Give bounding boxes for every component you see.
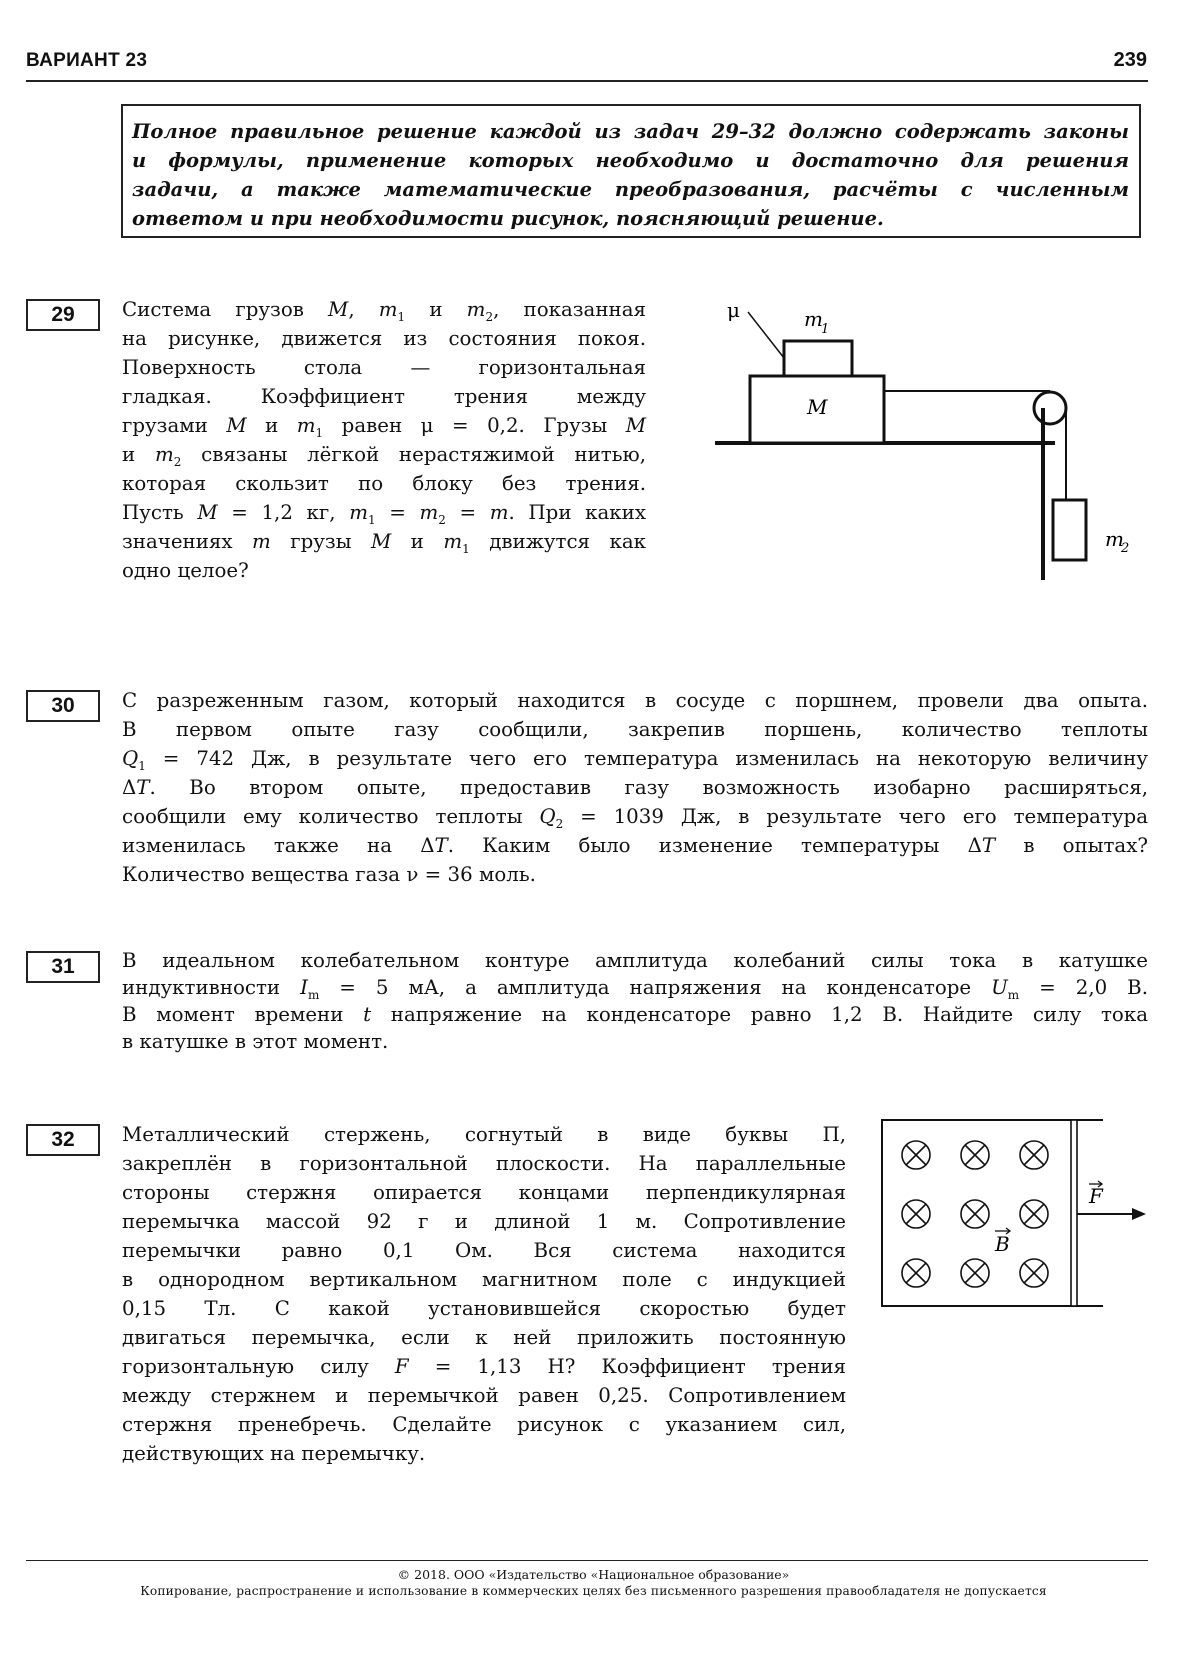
instructions-line: задачи, а также математические преобразования, расчёты с численным	[132, 178, 1129, 201]
instructions-line: и формулы, применение которых необходимо и достаточно для решения	[132, 149, 1129, 172]
label-m1: m	[804, 307, 823, 331]
field-into-page-icon	[902, 1259, 930, 1287]
header-divider	[26, 80, 1148, 82]
label-m2: m	[1105, 527, 1124, 551]
footer-notice: Копирование, распространение и использование в коммерческих целях без письменного разрешения правообладателя не допускается	[140, 1584, 1047, 1598]
task-number-30: 30	[26, 690, 100, 722]
field-into-page-icon	[902, 1141, 930, 1169]
task-number-29: 29	[26, 299, 100, 331]
task-32-figure	[880, 1118, 1160, 1318]
task-29-text: Система грузов M, $m_1$ и $m_2$, показанная на рисунке, движется из состояния покоя. Поверхность стола — горизонтальная гладкая. Коэффициент трения между грузами M и $m_1$ равен μ = 0,2. Грузы M и $m_2$ связаны лёгкой нерастяжимой нитью, которая скользит по блоку без трения. Пусть M = 1,2 кг, $m_1 = m_2 = m$. При каких значениях m грузы M и $m_1$ движутся как одно целое?	[122, 298, 647, 582]
task-32-text: Металлический стержень, согнутый в виде буквы П, закреплён в горизонтальной плоскости. На параллельные стороны стержня опирается концами перпендикулярная перемычка массой 92 г и длиной 1 м. Сопротивление перемычки равно 0,1 Ом. Вся система находится в однородном вертикальном магнитном поле с индукцией 0,15 Тл. С какой установившейся скоростью будет двигаться перемычка, если к ней приложить постоянную горизонтальную силу F = 1,13 Н? Коэффициент трения между стержнем и перемычкой равен 0,25. Сопротивлением стержня пренебречь. Сделайте рисунок с указанием сил, действующих на перемычку.	[122, 1123, 847, 1465]
field-into-page-icon	[902, 1200, 930, 1228]
field-into-page-icon	[1020, 1259, 1048, 1287]
footer-divider	[26, 1560, 1148, 1561]
page-number: 239	[1113, 49, 1147, 71]
block-m2	[1053, 500, 1086, 560]
task-30-text: С разреженным газом, который находится в сосуде с поршнем, провели два опыта. В первом опыте газу сообщили, закрепив поршень, количество теплоты $Q_1 = 742$ Дж, в результате чего его температура изменилась на некоторую величину ΔT. Во втором опыте, предоставив газу возможность изобарно расширяться, сообщили ему количество теплоты $Q_2 = 1039$ Дж, в результате чего его температура изменилась также на ΔT. Каким было изменение температуры ΔT в опытах? Количество вещества газа ν = 36 моль.	[122, 689, 1149, 886]
crossbar	[1071, 1120, 1077, 1306]
field-into-page-icon	[961, 1141, 989, 1169]
variant-title: ВАРИАНТ 23	[26, 50, 148, 71]
instructions-line: Полное правильное решение каждой из задач 29–32 должно содержать законы	[132, 120, 1129, 143]
label-M: M	[807, 395, 828, 419]
label-B: B	[995, 1232, 1010, 1256]
task-number-31: 31	[26, 951, 100, 983]
instructions-line: ответом и при необходимости рисунок, поясняющий решение.	[132, 207, 884, 230]
label-m1-sub: 1	[821, 322, 830, 337]
mu-pointer	[748, 312, 784, 358]
field-into-page-icon	[961, 1259, 989, 1287]
instructions-box	[121, 104, 1141, 238]
task-number-32: 32	[26, 1124, 100, 1156]
label-m2-sub: 2	[1121, 541, 1130, 556]
field-into-page-icon	[1020, 1200, 1048, 1228]
pulley	[1034, 392, 1066, 424]
block-m1	[784, 341, 852, 376]
task-31-text: В идеальном колебательном контуре амплитуда колебаний силы тока в катушке индуктивности $I_m = 5$ мА, а амплитуда напряжения на конденсаторе $U_m = 2,0$ В. В момент времени t напряжение на конденсаторе равно 1,2 В. Найдите силу тока в катушке в этот момент.	[122, 949, 1148, 1053]
task-29-figure	[700, 300, 1160, 620]
field-into-page-icon	[961, 1200, 989, 1228]
label-F: F	[1089, 1184, 1103, 1208]
label-mu: μ	[727, 300, 740, 322]
force-arrowhead	[1132, 1208, 1146, 1220]
footer-copyright: © 2018. ООО «Издательство «Национальное образование»	[397, 1567, 790, 1582]
field-into-page-icon	[1020, 1141, 1048, 1169]
